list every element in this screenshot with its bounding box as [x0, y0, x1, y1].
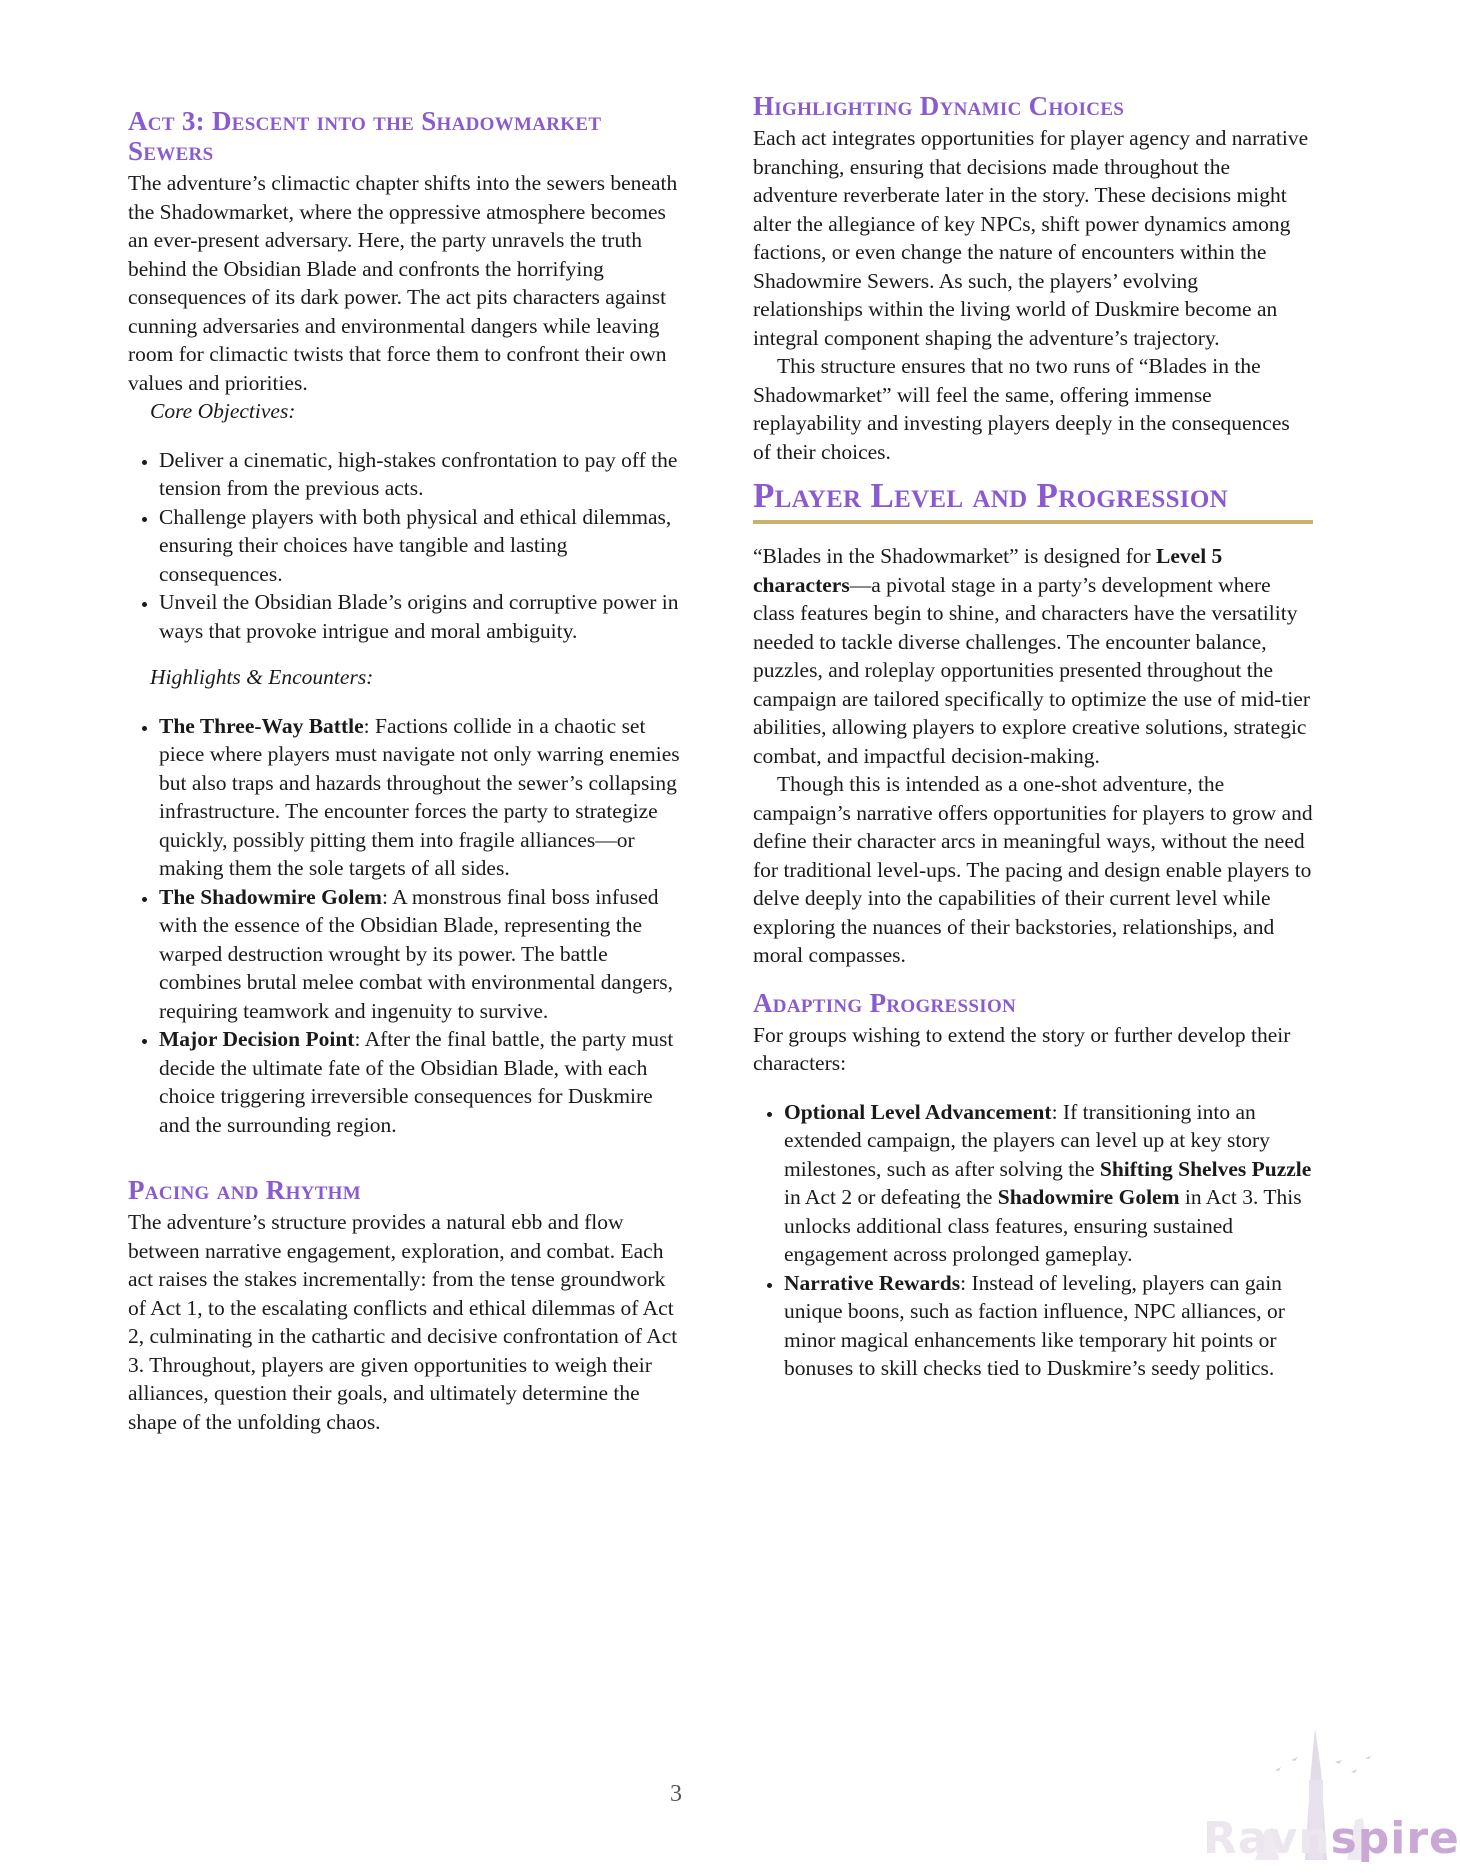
level-heading: Player Level and Progression	[753, 476, 1313, 524]
list-item: • Major Decision Point: After the final battle, the party must decide the ultimate fate of the Obsidian Blade, with each choice triggering irreversible consequences for Duskmire and the surrounding region.	[159, 1025, 688, 1139]
left-column	[128, 0, 688, 1436]
level-body-2: Though this is intended as a one-shot adventure, the campaign’s narrative offers opportunities for players to grow and define their character arcs in meaningful ways, without the need for traditional level-ups. The pacing and design enable players to delve deeply into the capabilities of their current level while exploring the nuances of their backstories, relationships, and moral compasses.	[753, 772, 1313, 967]
right-column	[753, 0, 1313, 1383]
choices-body-1: Each act integrates opportunities for player agency and narrative branching, ensuring that decisions made throughout the adventure reverberate later in the story. These decisions might alter the allegiance of key NPCs, shift power dynamics among factions, or even change the nature of encounters within the Shadowmire Sewers. As such, the players’ evolving relationships within the living world of Duskmire become an integral component shaping the adventure’s trajectory.	[753, 126, 1309, 350]
list-item: • The Shadowmire Golem: A monstrous final boss infused with the essence of the Obsidian Blade, representing the warped destruction wrought by its power. The battle combines brutal melee combat with environmental dangers, requiring teamwork and ingenuity to survive.	[159, 883, 688, 1026]
core-objectives-label: Core Objectives:	[150, 399, 296, 423]
highlight-term: Major Decision Point	[159, 1027, 355, 1051]
adapting-body: For groups wishing to extend the story or further develop their characters:	[753, 1022, 1291, 1075]
ravnspire-logo	[1195, 1710, 1460, 1870]
logo-wordmark: Ravnspire	[1203, 1813, 1460, 1864]
list-item: • Deliver a cinematic, high-stakes confrontation to pay off the tension from the previous acts.	[159, 446, 688, 503]
adapting-list	[753, 1098, 1313, 1383]
highlight-term: The Three-Way Battle	[159, 713, 364, 738]
list-item: • Optional Level Advancement: If transitioning into an extended campaign, the players can level up at key story milestones, such as after solving the Shifting Shelves Puzzle in Act 2 or defeating the Shadowmire Golem in Act 3. This unlocks additional class features, ensuring sustained engagement across prolonged gameplay.	[784, 1098, 1313, 1269]
pacing-body: The adventure’s structure provides a natural ebb and flow between narrative engagement, exploration, and combat. Each act raises the stakes incrementally: from the tense groundwork of Act 1, to the escalating conflicts and ethical dilemmas of Act 2, culminating in the cathartic and decisive confrontation of Act 3. Throughout, players are given opportunities to weigh their alliances, question their goals, and ultimately determine the shape of the unfolding chaos.	[128, 1210, 678, 1434]
choices-heading: Highlighting Dynamic Choices	[753, 91, 1125, 121]
highlights-list	[128, 712, 688, 1140]
highlights-label: Highlights & Encounters:	[150, 665, 374, 689]
list-item: • The Three-Way Battle: Factions collide in a chaotic set piece where players must navigate not only warring enemies but also traps and hazards throughout the sewer’s collapsing infrastructure. The encounter forces the party to strategize quickly, possibly pitting them into fragile alliances—or making them the sole targets of all sides.	[159, 712, 688, 883]
act3-body: The adventure’s climactic chapter shifts into the sewers beneath the Shadowmarket, where the oppressive atmosphere becomes an ever-present adversary. Here, the party unravels the truth behind the Obsidian Blade and confronts the horrifying consequences of its dark power. The act pits characters against cunning adversaries and environmental dangers while leaving room for climactic twists that force them to confront their own values and priorities.	[128, 171, 678, 395]
pacing-heading: Pacing and Rhythm	[128, 1175, 361, 1205]
highlight-term: The Shadowmire Golem	[159, 884, 382, 909]
adapting-heading: Adapting Progression	[753, 987, 1017, 1018]
list-item: • Challenge players with both physical and ethical dilemmas, ensuring their choices have tangible and lasting consequences.	[159, 503, 688, 589]
choices-body-2: This structure ensures that no two runs of “Blades in the Shadowmarket” will feel the same, offering immense replayability and investing players deeply in the consequences of their choices.	[753, 354, 1290, 464]
core-objectives-list	[128, 446, 688, 646]
list-item: • Unveil the Obsidian Blade’s origins and corruptive power in ways that provoke intrigue and moral ambiguity.	[159, 588, 688, 645]
page-number: 3	[670, 1781, 682, 1807]
level-body-1: “Blades in the Shadowmarket” is designed for Level 5 characters—a pivotal stage in a party’s development where class features begin to shine, and characters have the versatility needed to tackle diverse challenges. The encounter balance, puzzles, and roleplay opportunities presented throughout the campaign are tailored specifically to optimize the use of mid-tier abilities, allowing players to explore creative solutions, strategic combat, and impactful decision-making.	[753, 544, 1310, 768]
list-item: • Narrative Rewards: Instead of leveling, players can gain unique boons, such as faction influence, NPC alliances, or minor magical enhancements like temporary hit points or bonuses to skill checks tied to Duskmire’s seedy politics.	[784, 1269, 1313, 1383]
act3-heading: Act 3: Descent into the Shadowmarket Sewers	[128, 106, 602, 166]
